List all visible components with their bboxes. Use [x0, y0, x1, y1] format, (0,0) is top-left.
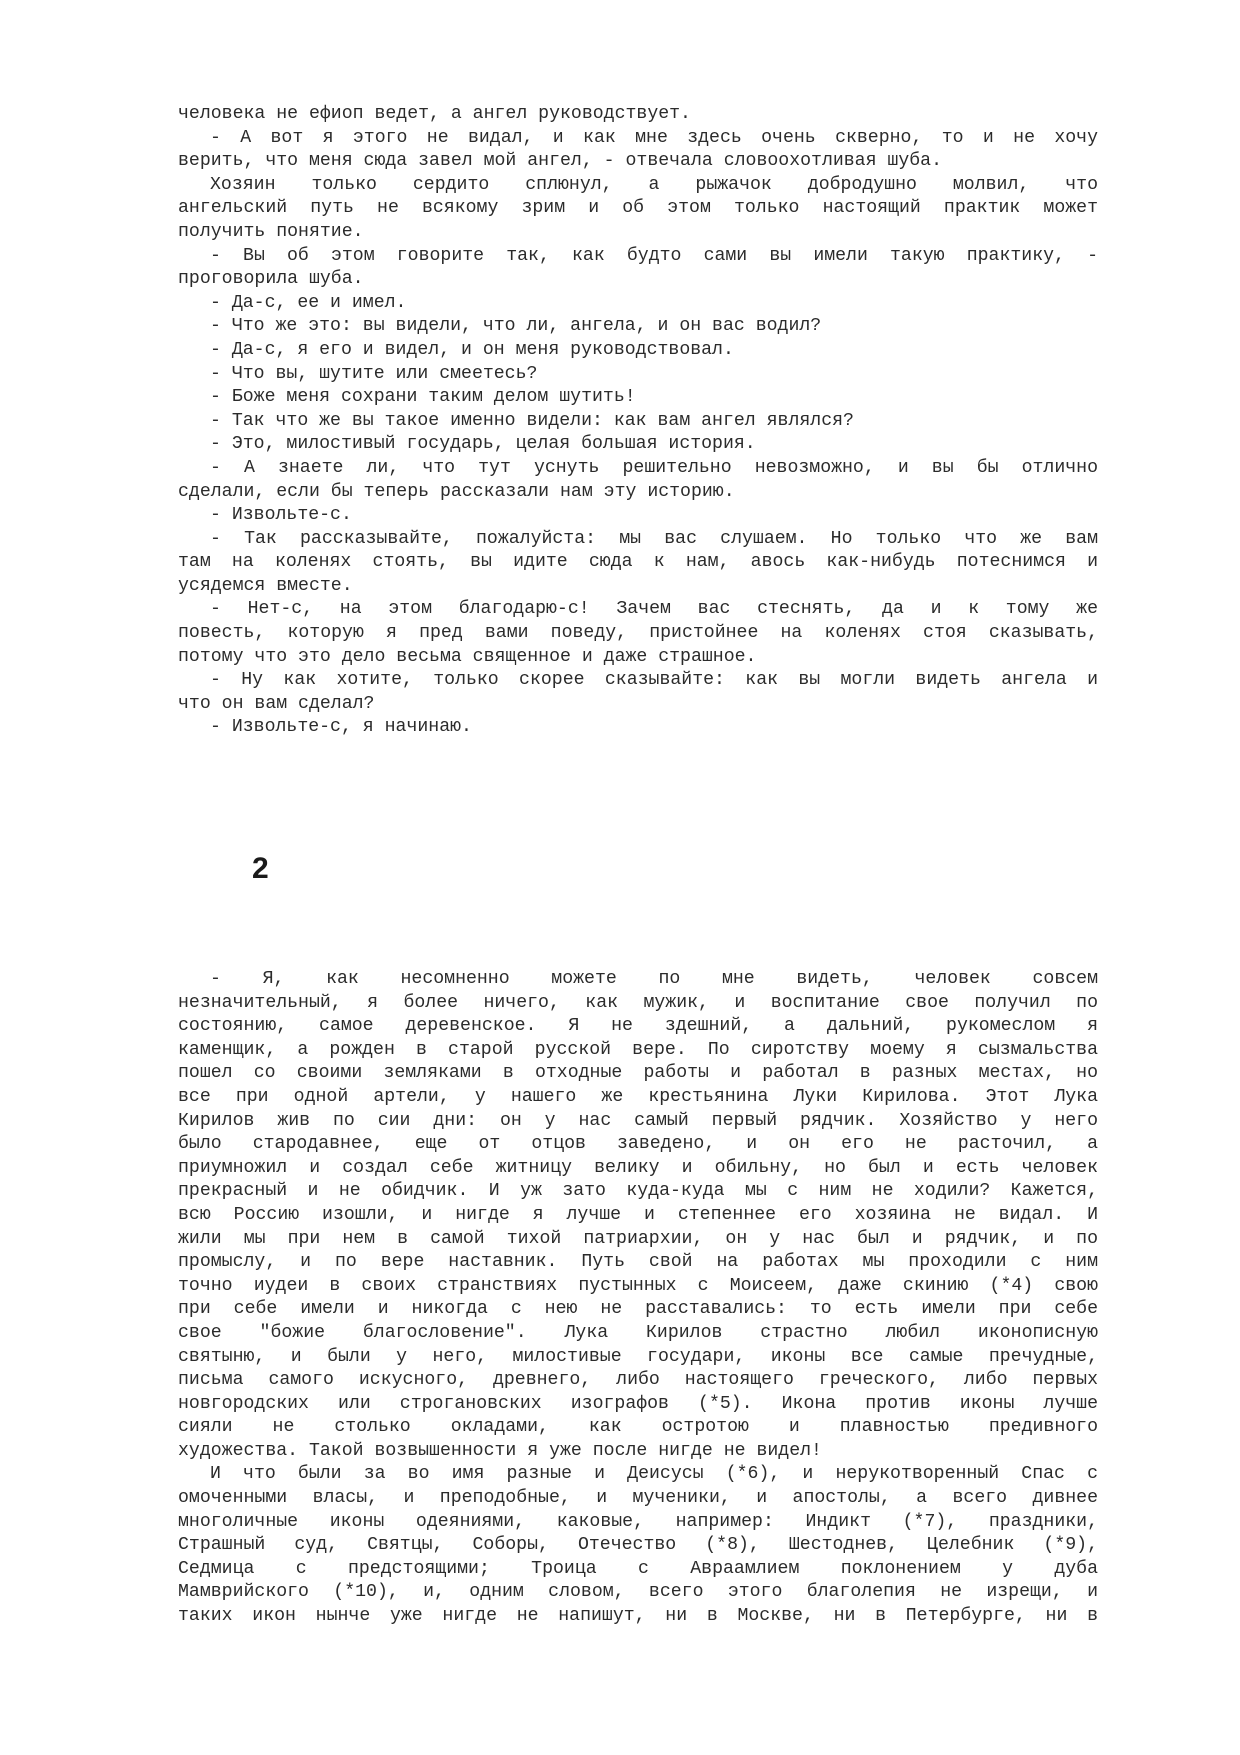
text-line: при себе имели и никогда с нею не расставались: то есть имели при себе	[178, 1299, 1098, 1320]
text-line: - Извольте-с.	[210, 505, 352, 526]
text-line: Страшный суд, Святцы, Соборы, Отечество (*8), Шестоднев, Целебник (*9),	[178, 1535, 1098, 1556]
text-line: - Вы об этом говорите так, как будто сами вы имели такую практику, -	[210, 245, 1098, 266]
text-line: Кирилов жив по сии дни: он у нас самый первый рядчик. Хозяйство у него	[178, 1110, 1098, 1131]
text-line: - Нет-с, на этом благодарю-с! Зачем вас стеснять, да и к тому же	[210, 599, 1098, 620]
text-line: жили мы при нем в самой тихой патриархии, он у нас был и рядчик, и по	[178, 1228, 1098, 1249]
text-line: было стародавнее, еще от отцов заведено, и он его не расточил, а	[178, 1134, 1098, 1155]
text-line: - А знаете ли, что тут уснуть решительно невозможно, и вы бы отлично	[210, 457, 1098, 478]
text-line: свое "божие благословение". Лука Кирилов страстно любил иконописную	[178, 1322, 1098, 1343]
text-line: незначительный, я более ничего, как мужик, и воспитание свое получил по	[178, 992, 1098, 1013]
text-line: Хозяин только сердито сплюнул, а рыжачок добродушно молвил, что	[210, 174, 1098, 195]
text-line: И что были за во имя разные и Деисусы (*6), и нерукотворенный Спас с	[210, 1464, 1098, 1485]
text-line: - Что же это: вы видели, что ли, ангела, и он вас водил?	[210, 316, 822, 337]
text-line: - Что вы, шутите или смеетесь?	[210, 363, 538, 384]
text-line: промыслу, и по вере наставник. Путь свой на работах мы проходили с ним	[178, 1252, 1098, 1273]
text-line: омоченными власы, и преподобные, и мученики, и апостолы, а всего дивнее	[178, 1488, 1098, 1509]
text-line: что он вам сделал?	[178, 693, 375, 714]
text-line: сделали, если бы теперь рассказали нам эту историю.	[178, 481, 735, 502]
text-line: - Ну как хотите, только скорее сказывайте: как вы могли видеть ангела и	[210, 670, 1098, 691]
text-line: Седмица с предстоящими; Троица с Авраамлием поклонением у дуба	[178, 1558, 1098, 1579]
text-line: точно иудеи в своих странствиях пустынных с Моисеем, даже скинию (*4) свою	[178, 1275, 1098, 1296]
text-section-chapter-two	[178, 968, 1098, 1629]
text-line: проговорила шуба.	[178, 269, 364, 290]
text-line: приумножил и создал себе житницу велику и обильну, но был и есть человек	[178, 1157, 1098, 1178]
text-line: новгородских или строгановских изографов (*5). Икона против иконы лучше	[178, 1393, 1098, 1414]
text-line: прекрасный и не обидчик. И уж зато куда-куда мы с ним не ходили? Кажется,	[178, 1181, 1098, 1202]
text-line: - Это, милостивый государь, целая большая история.	[210, 434, 756, 455]
text-line: усядемся вместе.	[178, 575, 353, 596]
text-line: человека не ефиоп ведет, а ангел руководствует.	[178, 104, 691, 124]
text-line: письма самого искусного, древнего, либо настоящего греческого, либо первых	[178, 1370, 1098, 1391]
text-line: всю Россию изошли, и нигде я лучше и степеннее его хозяина не видал. И	[178, 1204, 1098, 1225]
text-line: состоянию, самое деревенское. Я не здешний, а дальний, рукомеслом я	[178, 1016, 1098, 1037]
text-line: там на коленях стоять, вы идите сюда к нам, авось как-нибудь потеснимся и	[178, 552, 1098, 573]
text-line: - Так рассказывайте, пожалуйста: мы вас слушаем. Но только что же вам	[210, 528, 1098, 549]
text-line: таких икон нынче уже нигде не напишут, ни в Москве, ни в Петербурге, ни в	[178, 1606, 1098, 1627]
text-line: - Да-с, ее и имел.	[210, 292, 407, 313]
text-line: - Извольте-с, я начинаю.	[210, 717, 472, 738]
text-line: верить, что меня сюда завел мой ангел, - отвечала словоохотливая шуба.	[178, 151, 942, 172]
text-line: все при одной артели, у нашего же крестьянина Луки Кирилова. Этот Лука	[178, 1086, 1098, 1107]
text-line: Мамврийского (*10), и, одним словом, всего этого благолепия не изрещи, и	[178, 1582, 1098, 1603]
text-line: святыню, и были у него, милостивые государи, иконы все самые пречудные,	[178, 1346, 1098, 1367]
text-line: повесть, которую я пред вами поведу, пристойнее на коленях стоя сказывать,	[178, 623, 1098, 644]
text-line: многоличные иконы одеяниями, каковые, например: Индикт (*7), праздники,	[178, 1511, 1098, 1532]
text-line: пошел со своими земляками в отходные работы и работал в разных местах, но	[178, 1063, 1098, 1084]
text-line: потому что это дело весьма священное и даже страшное.	[178, 646, 757, 667]
text-line: художества. Такой возвышенности я уже после нигде не видел!	[178, 1440, 822, 1461]
text-line: - Боже меня сохрани таким делом шутить!	[210, 387, 636, 408]
text-line: сияли не столько окладами, как остротою и плавностью предивного	[178, 1417, 1098, 1438]
text-line: - Да-с, я его и видел, и он меня руководствовал.	[210, 339, 734, 360]
text-line: получить понятие.	[178, 221, 364, 242]
text-line: ангельский путь не всякому зрим и об этом только настоящий практик может	[178, 198, 1098, 219]
text-section-before-chapter	[178, 103, 1098, 740]
chapter-number: 2	[252, 852, 269, 885]
text-line: - Так что же вы такое именно видели: как вам ангел являлся?	[210, 410, 854, 431]
text-line: - А вот я этого не видал, и как мне здесь очень скверно, то и не хочу	[210, 127, 1098, 148]
text-line: - Я, как несомненно можете по мне видеть, человек совсем	[210, 969, 1098, 989]
text-line: каменщик, а рожден в старой русской вере. По сиротству моему я сызмальства	[178, 1039, 1098, 1060]
